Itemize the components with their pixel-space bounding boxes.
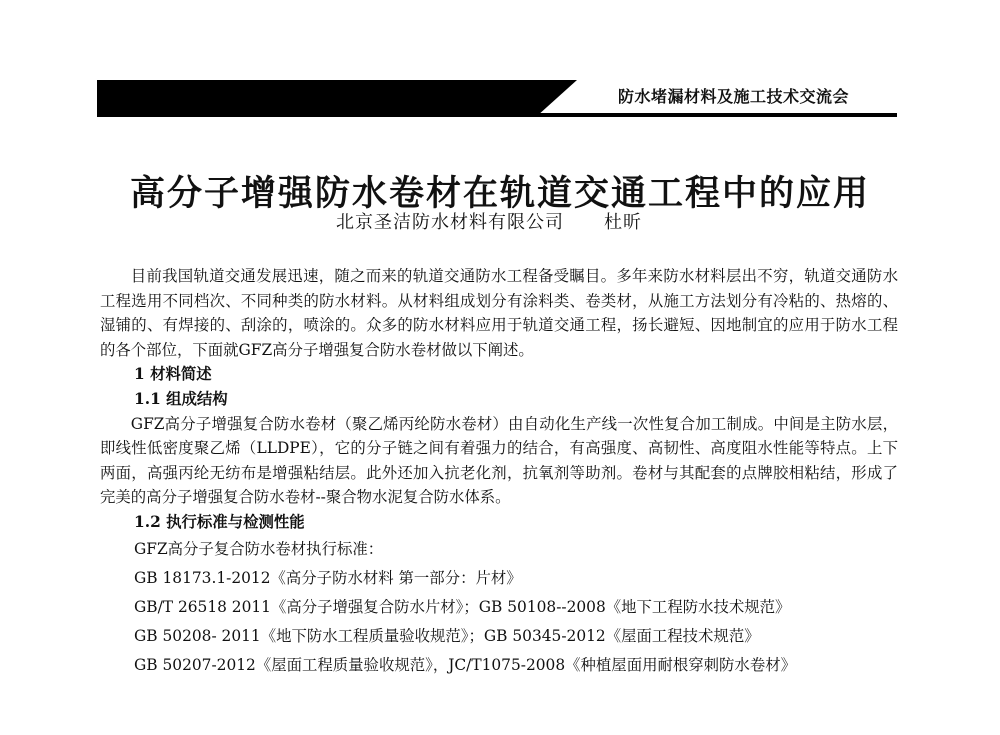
subsection-heading: 1.2 执行标准与检测性能 <box>134 512 305 531</box>
running-header <box>97 80 897 120</box>
section-heading: 1 材料简述 <box>134 365 212 384</box>
author: 杜昕 <box>604 212 642 233</box>
conference-title: 防水堵漏材料及施工技术交流会 <box>617 87 849 106</box>
header-black-band <box>97 80 537 116</box>
composition-paragraph: GFZ高分子增强复合防水卷材（聚乙烯丙纶防水卷材）由自动化生产线一次性复合加工制成。中间是主防水层，即线性低密度聚乙烯（LLDPE），它的分子链之间有着强力的结合，有高强度、高韧性、高度阻水性能等特点。上下两面，高强丙纶无纺布是增强粘结层。此外还加入抗老化剂，抗氧剂等助剂。卷材与其配套的点牌胶相粘结，形成了完美的高分子增强复合防水卷材--聚合物水泥复合防水体系。 <box>100 414 898 507</box>
standards-intro: GFZ高分子复合防水卷材执行标准： <box>134 539 384 558</box>
header-rule <box>97 113 897 117</box>
affiliation: 北京圣洁防水材料有限公司 <box>336 212 564 233</box>
standard-item: GB 50208- 2011《地下防水工程质量验收规范》；GB 50345-2012《屋面工程技术规范》 <box>134 626 760 645</box>
intro-paragraph: 目前我国轨道交通发展迅速，随之而来的轨道交通防水工程备受瞩目。多年来防水材料层出不穷，轨道交通防水工程选用不同档次、不同种类的防水材料。从材料组成划分有涂料类、卷类材，从施工方法划分有冷粘的、热熔的、湿铺的、有焊接的、刮涂的，喷涂的。众多的防水材料应用于轨道交通工程，扬长避短、因地制宜的应用于防水工程的各个部位，下面就GFZ高分子增强复合防水卷材做以下阐述。 <box>100 267 898 359</box>
article-title: 高分子增强防水卷材在轨道交通工程中的应用 <box>129 173 870 215</box>
standard-item: GB 18173.1-2012《高分子防水材料 第一部分：片材》 <box>134 568 522 587</box>
standard-item: GB/T 26518 2011《高分子增强复合防水片材》；GB 50108--2008《地下工程防水技术规范》 <box>134 597 791 616</box>
article-body <box>100 264 898 680</box>
header-band-wedge <box>537 80 577 116</box>
subsection-heading: 1.1 组成结构 <box>134 389 228 408</box>
standard-item: GB 50207-2012《屋面工程质量验收规范》，JC/T1075-2008《种植屋面用耐根穿刺防水卷材》 <box>134 655 796 674</box>
byline <box>336 208 642 234</box>
